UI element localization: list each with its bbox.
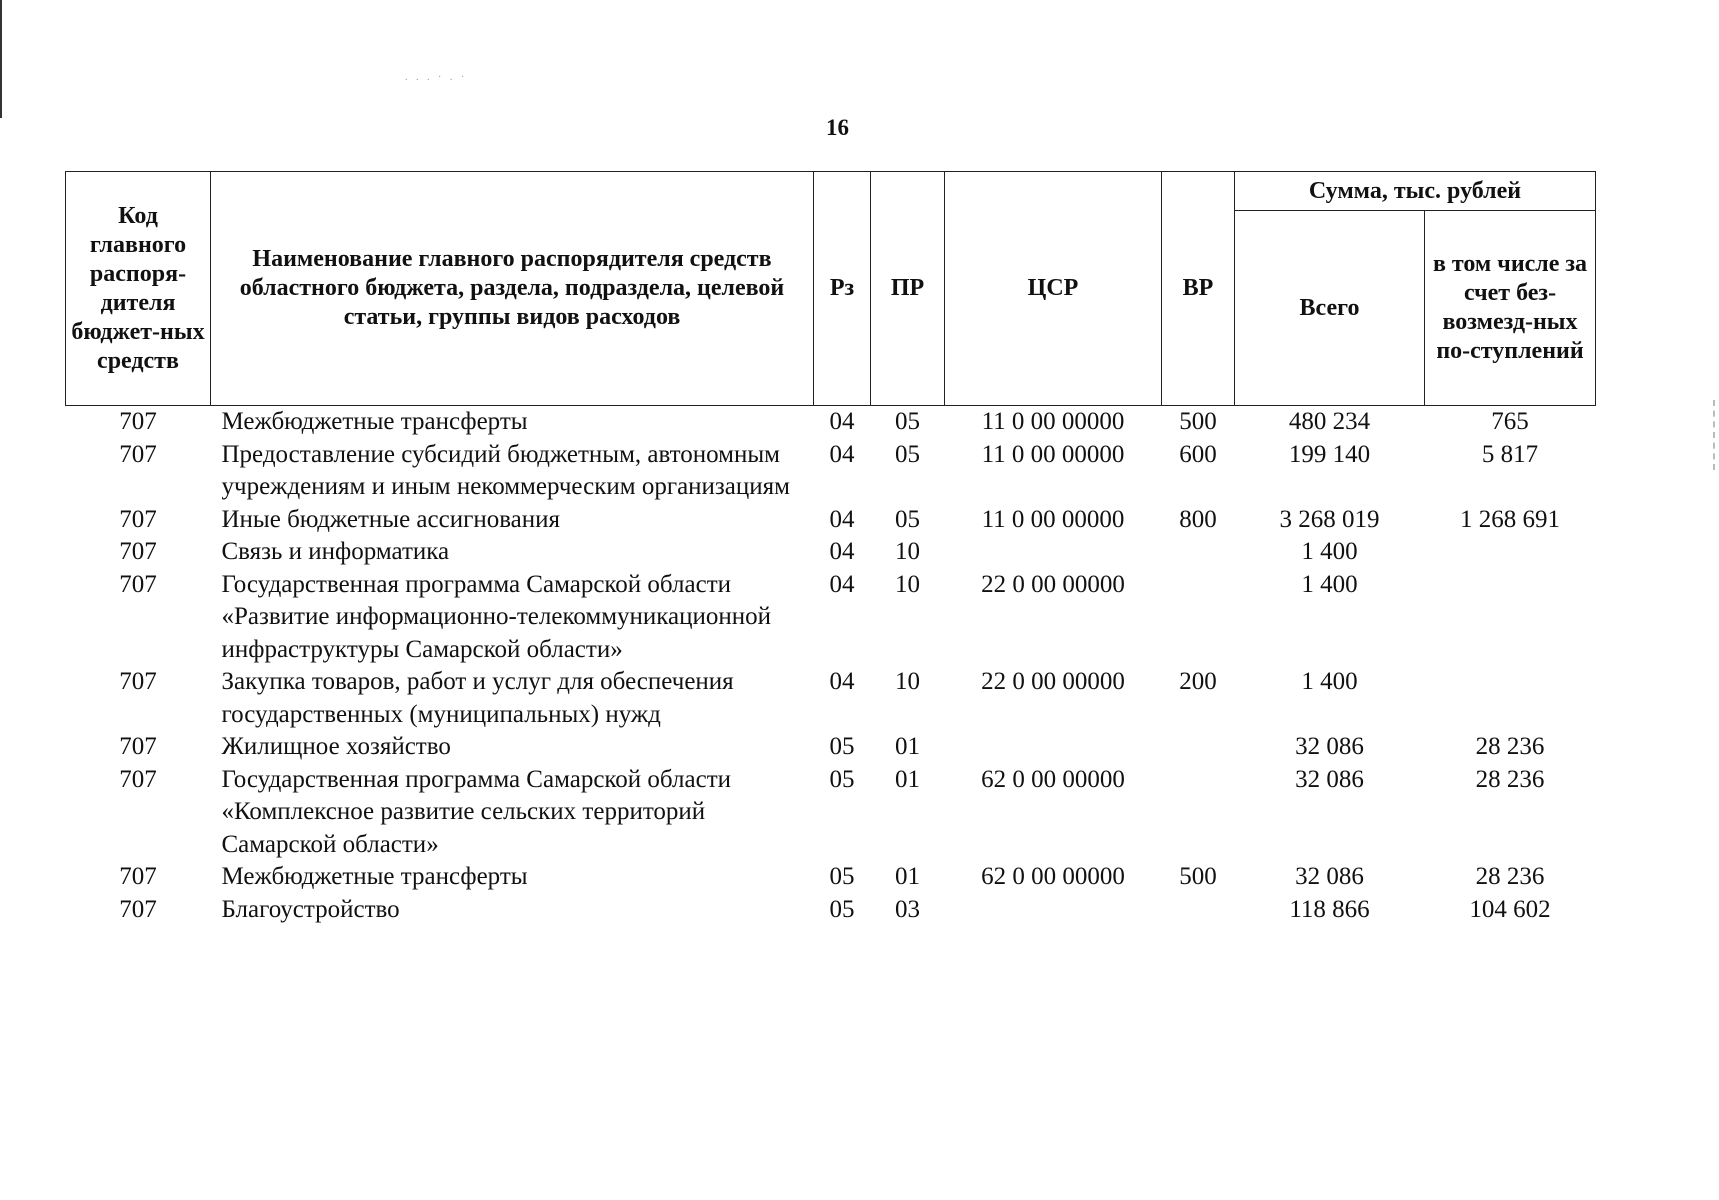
cell-total: 1 400 [1301, 668, 1358, 695]
cell-code: 707 [119, 440, 157, 468]
cell-total: 1 400 [1301, 570, 1358, 598]
cell-rz: 04 [829, 570, 855, 598]
cell-pr: 01 [895, 765, 920, 793]
cell-pr: 05 [895, 408, 920, 435]
table-row [66, 764, 1596, 862]
table-row [66, 504, 1596, 537]
cell-name: Закупка товаров, работ и услуг для обеспечения государственных (муниципальных) нужд [221, 668, 734, 728]
header-code: Код главного распоря-дителя бюджет-ных средств [66, 172, 211, 406]
table-row [66, 731, 1596, 764]
cell-incl: 765 [1491, 408, 1529, 435]
cell-name: Государственная программа Самарской области «Комплексное развитие сельских территорий Самарской области» [221, 765, 731, 858]
cell-total: 199 140 [1288, 440, 1371, 468]
cell-vr: 600 [1179, 440, 1217, 468]
table-row [66, 569, 1596, 667]
cell-code: 707 [119, 505, 157, 533]
cell-name: Иные бюджетные ассигнования [221, 505, 561, 533]
scan-edge-mark-right [1713, 400, 1717, 470]
table-row [66, 894, 1596, 927]
cell-vr [1162, 894, 1235, 927]
cell-csr: 11 0 00 00000 [981, 440, 1125, 468]
cell-name: Межбюджетные трансферты [221, 408, 528, 435]
cell-vr: 800 [1179, 505, 1217, 533]
cell-code: 707 [119, 765, 157, 793]
cell-incl [1425, 666, 1596, 731]
cell-rz: 05 [829, 733, 855, 760]
cell-code: 707 [119, 733, 157, 760]
cell-csr [945, 731, 1162, 764]
cell-pr: 01 [895, 733, 920, 760]
cell-pr: 10 [895, 570, 920, 598]
cell-csr: 11 0 00 00000 [981, 505, 1125, 533]
scan-specks: . . . · . · [405, 72, 468, 83]
cell-code: 707 [119, 538, 157, 565]
budget-table [65, 171, 1596, 926]
cell-name: Благоустройство [221, 895, 400, 923]
header-incl: в том числе за счет без-возмезд-ных по-ступлений [1425, 211, 1596, 406]
header-name: Наименование главного распорядителя средств областного бюджета, раздела, подраздела, целевой статьи, группы видов расходов [211, 172, 814, 406]
cell-name: Жилищное хозяйство [221, 733, 451, 760]
cell-rz: 04 [829, 505, 855, 533]
cell-incl: 5 817 [1481, 440, 1539, 468]
cell-total: 1 400 [1301, 538, 1358, 565]
cell-vr [1162, 569, 1235, 667]
cell-vr [1162, 731, 1235, 764]
table-row [66, 666, 1596, 731]
cell-incl: 28 236 [1475, 863, 1545, 890]
cell-pr: 05 [895, 505, 920, 533]
cell-csr: 11 0 00 00000 [981, 408, 1125, 435]
cell-pr: 10 [895, 538, 920, 565]
cell-csr: 62 0 00 00000 [981, 765, 1125, 793]
cell-total: 480 234 [1288, 408, 1371, 435]
cell-csr [945, 894, 1162, 927]
cell-rz: 05 [829, 765, 855, 793]
header-total: Всего [1235, 211, 1425, 406]
header-csr: ЦСР [945, 172, 1162, 406]
cell-code: 707 [119, 668, 157, 695]
cell-csr: 22 0 00 00000 [981, 668, 1125, 695]
page-number: 16 [826, 115, 849, 140]
cell-total: 3 268 019 [1279, 505, 1380, 533]
cell-vr: 200 [1179, 668, 1217, 695]
cell-pr: 01 [895, 863, 920, 890]
cell-code: 707 [119, 895, 157, 923]
cell-rz: 05 [829, 895, 855, 923]
cell-code: 707 [119, 408, 157, 435]
cell-csr [945, 536, 1162, 569]
cell-code: 707 [119, 863, 157, 890]
cell-incl: 1 268 691 [1460, 505, 1560, 533]
cell-vr [1162, 536, 1235, 569]
cell-total: 118 866 [1289, 895, 1370, 923]
cell-name: Межбюджетные трансферты [221, 863, 528, 890]
cell-csr: 22 0 00 00000 [981, 570, 1125, 598]
header-pr: ПР [871, 172, 945, 406]
cell-total: 32 086 [1295, 863, 1364, 890]
cell-name: Связь и информатика [221, 538, 450, 565]
cell-vr: 500 [1179, 863, 1217, 890]
cell-rz: 04 [829, 668, 855, 695]
table-row [66, 406, 1596, 439]
table-row [66, 536, 1596, 569]
cell-rz: 04 [829, 538, 855, 565]
cell-pr: 05 [895, 440, 920, 468]
cell-csr: 62 0 00 00000 [981, 863, 1125, 890]
table-row [66, 861, 1596, 894]
cell-rz: 04 [829, 408, 855, 435]
cell-rz: 04 [829, 440, 855, 468]
cell-vr [1162, 764, 1235, 862]
cell-pr: 10 [895, 668, 920, 695]
cell-incl: 28 236 [1475, 733, 1545, 760]
cell-total: 32 086 [1295, 765, 1364, 793]
header-vr: ВР [1162, 172, 1235, 406]
cell-incl: 104 602 [1469, 895, 1551, 923]
cell-code: 707 [119, 570, 157, 598]
cell-name: Государственная программа Самарской области «Развитие информационно-телекоммуникационной инфраструктуры Самарской области» [221, 570, 772, 663]
scan-edge-mark [0, 0, 2, 118]
cell-total: 32 086 [1295, 733, 1364, 760]
header-sum-group: Сумма, тыс. рублей [1235, 172, 1596, 211]
cell-vr: 500 [1179, 408, 1217, 435]
cell-rz: 05 [829, 863, 855, 890]
table-row [66, 439, 1596, 504]
cell-pr: 03 [895, 895, 920, 923]
cell-incl [1425, 569, 1596, 667]
header-rz: Рз [814, 172, 871, 406]
cell-incl: 28 236 [1475, 765, 1545, 793]
cell-incl [1425, 536, 1596, 569]
cell-name: Предоставление субсидий бюджетным, автономным учреждениям и иным некоммерческим организациям [221, 440, 790, 500]
